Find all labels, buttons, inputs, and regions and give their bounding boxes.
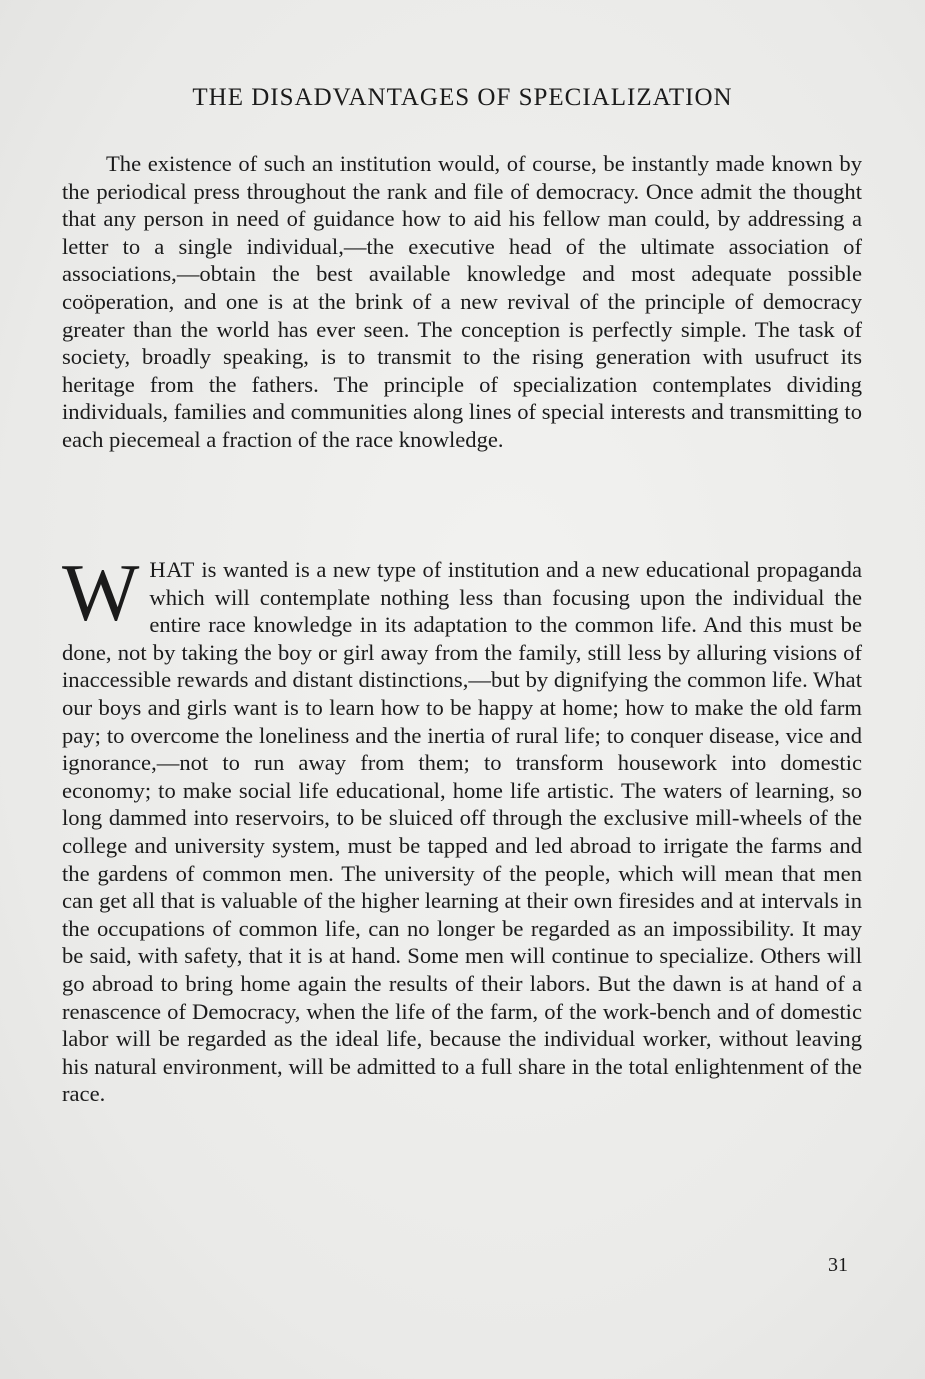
paragraph-2-lead-caps: HAT	[149, 557, 195, 582]
paragraph-1: The existence of such an institution would, of course, be instantly made known by the periodical press throughout the rank and file of democracy. Once admit the thought that any person in need of guidance how to aid his fellow man could, by addressing a letter to a single individual,—the executive head of the ultimate association of associations,—obtain the best available knowledge and most adequate possible coöperation, and one is at the brink of a new revival of the principle of democracy greater than the world has ever seen. The conception is perfectly simple. The task of society, broadly speaking, is to transmit to the rising generation with usufruct its heritage from the fathers. The principle of specialization contemplates dividing individuals, families and communities along lines of special interests and transmitting to each piecemeal a fraction of the race knowledge.	[62, 151, 862, 452]
paragraph-2	[62, 547, 862, 1108]
drop-cap: W	[62, 547, 140, 638]
chapter-heading: THE DISADVANTAGES OF SPECIALIZATION	[192, 84, 733, 111]
page-number: 31	[828, 1254, 848, 1276]
paragraph-2-text: is wanted is a new type of institution and a new educational propaganda which will contemplate nothing less than focusing upon the individual the entire race knowledge in its adaptation to the common life. And this must be done, not by taking the boy or girl away from the family, still less by alluring visions of inaccessible rewards and distant distinctions,—but by dignifying the common life. What our boys and girls want is to learn how to be happy at home; how to make the old farm pay; to overcome the loneliness and the inertia of rural life; to conquer disease, vice and ignorance,—not to run away from them; to transform housework into domestic economy; to make social life educational, home life artistic. The waters of learning, so long dammed into reservoirs, to be sluiced off through the exclusive mill-wheels of the college and university system, must be tapped and led abroad to irrigate the farms and the gardens of common men. The university of the people, which will mean that men can get all that is valuable of the higher learning at their own firesides and at intervals in the occupations of common life, can no longer be regarded as an impossibility. It may be said, with safety, that it is at hand. Some men will continue to specialize. Others will go abroad to bring home again the results of their labors. But the dawn is at hand of a renascence of Democracy, when the life of the farm, of the work-bench and of domestic labor will be regarded as the ideal life, because the individual worker, without leaving his natural environment, will be admitted to a full share in the total enlightenment of the race.	[62, 557, 862, 1107]
